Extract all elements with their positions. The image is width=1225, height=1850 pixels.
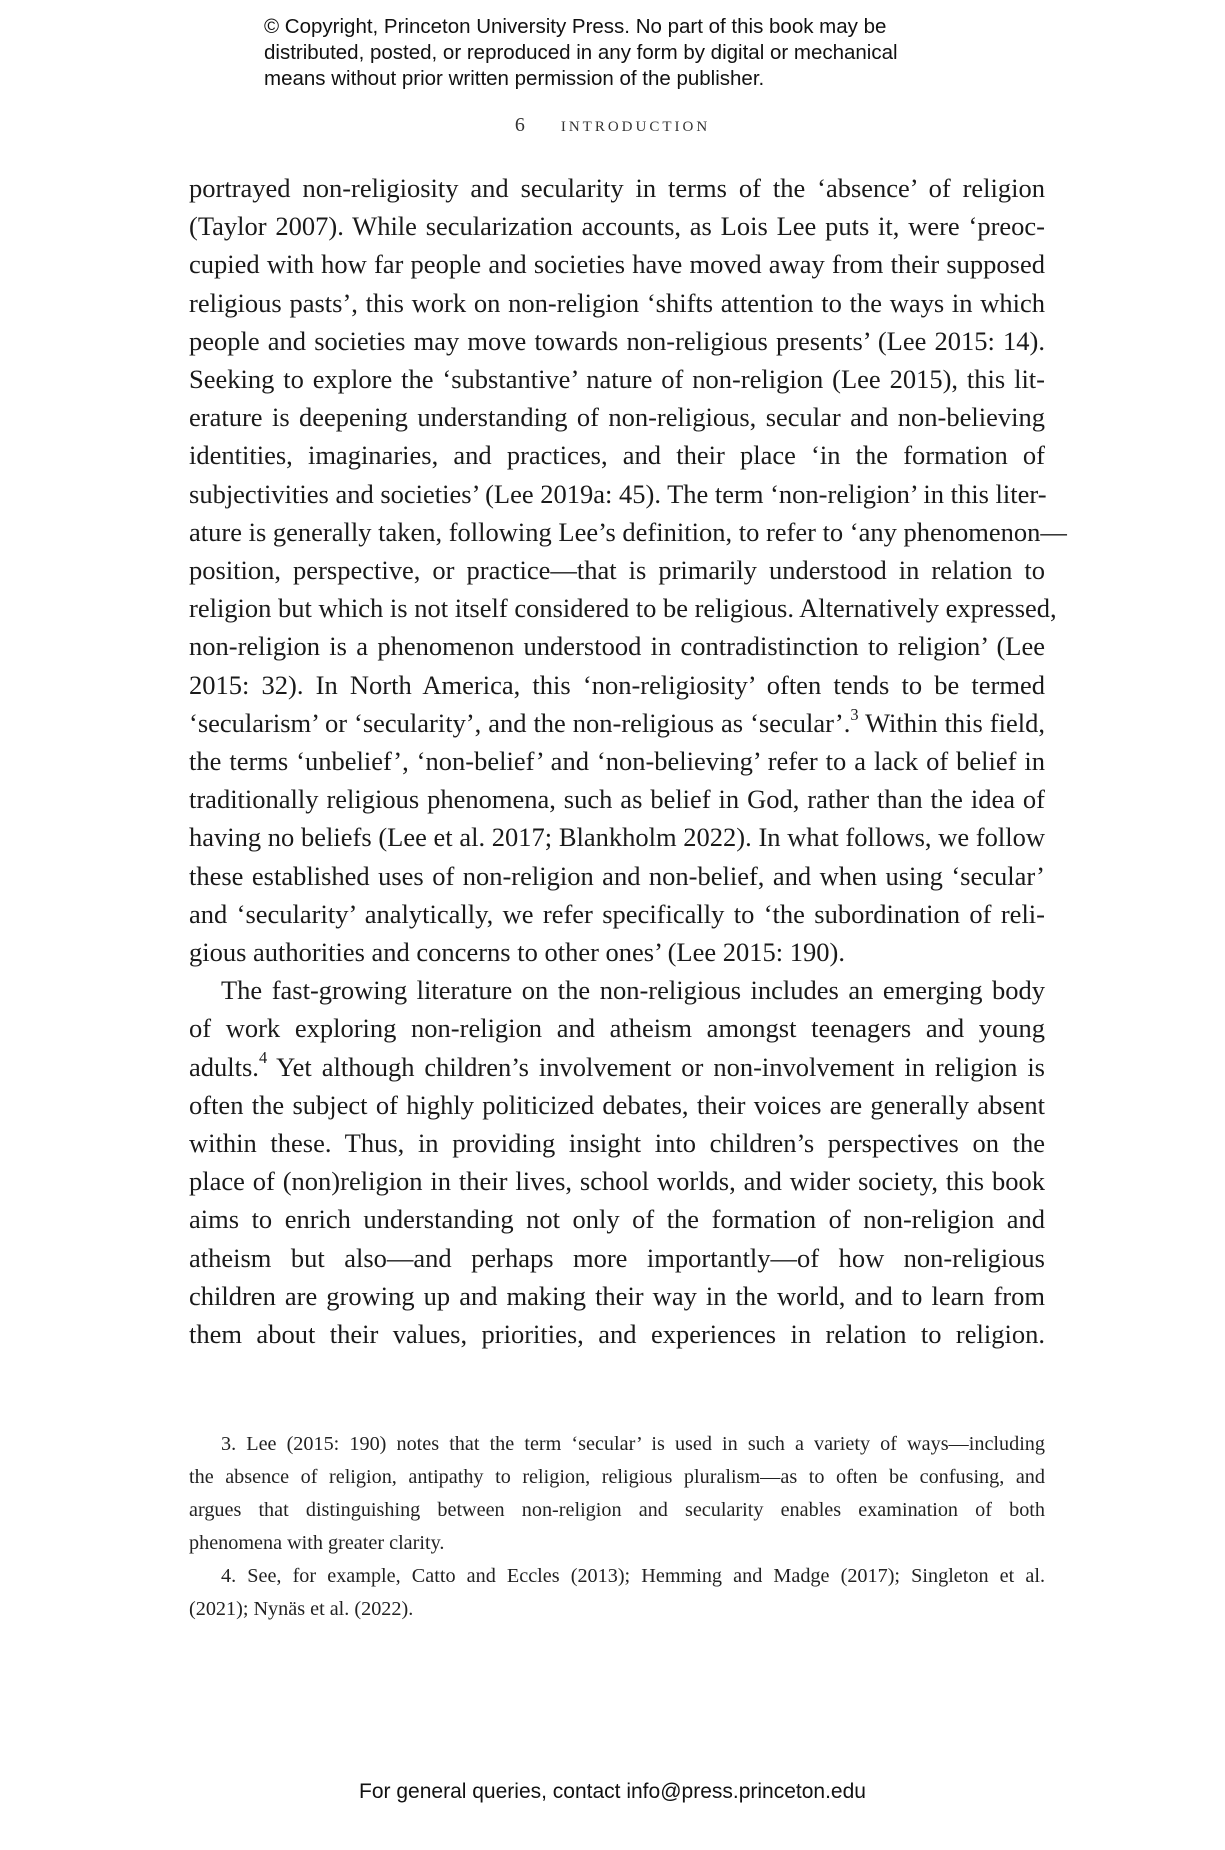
copyright-notice xyxy=(264,14,964,92)
footnote-ref-3[interactable]: 3 xyxy=(850,704,859,724)
page-number: 6 xyxy=(514,114,525,136)
copyright-line: distributed, posted, or reproduced in any form by digital or mechanical xyxy=(264,41,898,64)
text-line: erature is deepening understanding of non-religious, secular and non-believing xyxy=(189,402,1045,433)
text-line: atheism but also—and perhaps more importantly—of how non-religious xyxy=(189,1242,1045,1273)
footnote-line: (2021); Nynäs et al. (2022). xyxy=(189,1598,414,1620)
text-line: Seeking to explore the ‘substantive’ nature of non-religion (Lee 2015), this lit- xyxy=(189,364,1045,395)
footnote-4 xyxy=(189,1560,1045,1626)
text-line: The fast-growing literature on the non-religious includes an emerging body xyxy=(221,975,1045,1006)
chapter-title: introduction xyxy=(560,112,711,136)
footnote-line: phenomena with greater clarity. xyxy=(189,1532,445,1554)
footnote-line: argues that distinguishing between non-religion and secularity enables examination of both xyxy=(189,1499,1045,1521)
footnote-line: 4. See, for example, Catto and Eccles (2013); Hemming and Madge (2017); Singleton et al. xyxy=(221,1565,1045,1587)
text-line: within these. Thus, in providing insight into children’s perspectives on the xyxy=(189,1128,1045,1159)
text-line: them about their values, priorities, and experiences in relation to religion. xyxy=(189,1319,1045,1350)
text-line: subjectivities and societies’ (Lee 2019a: 45). The term ‘non-religion’ in this liter- xyxy=(189,478,1047,509)
footnotes xyxy=(189,1428,1045,1626)
text-line: position, perspective, or practice—that is primarily understood in relation to xyxy=(189,555,1045,586)
text-segment: Yet although children’s involvement or non-involvement in religion is xyxy=(267,1051,1045,1082)
text-line: people and societies may move towards non-religious presents’ (Lee 2015: 14). xyxy=(189,325,1045,356)
footnote-line: 3. Lee (2015: 190) notes that the term ‘secular’ is used in such a variety of ways—including xyxy=(221,1433,1045,1455)
text-line: traditionally religious phenomena, such as belief in God, rather than the idea of xyxy=(189,784,1045,815)
text-line xyxy=(189,1048,1045,1086)
text-segment: Within this field, xyxy=(858,707,1045,738)
footnote-line: the absence of religion, antipathy to religion, religious pluralism—as to often be confusing, and xyxy=(189,1466,1045,1488)
footnote-3 xyxy=(189,1428,1045,1560)
text-line: the terms ‘unbelief’, ‘non-belief’ and ‘non-believing’ refer to a lack of belief in xyxy=(189,746,1045,777)
contact-line: For general queries, contact info@press.princeton.edu xyxy=(359,1780,866,1803)
running-head xyxy=(0,112,1225,137)
text-line: (Taylor 2007). While secularization accounts, as Lois Lee puts it, were ‘preoc- xyxy=(189,211,1045,242)
copyright-line: © Copyright, Princeton University Press. No part of this book may be xyxy=(264,15,887,38)
copyright-line: means without prior written permission of the publisher. xyxy=(264,67,765,90)
text-line: and ‘secularity’ analytically, we refer specifically to ‘the subordination of reli- xyxy=(189,898,1045,929)
text-line: aims to enrich understanding not only of the formation of non-religion and xyxy=(189,1204,1045,1235)
text-line: place of (non)religion in their lives, school worlds, and wider society, this book xyxy=(189,1166,1045,1197)
text-line: non-religion is a phenomenon understood in contradistinction to religion’ (Lee xyxy=(189,631,1045,662)
text-line: having no beliefs (Lee et al. 2017; Blankholm 2022). In what follows, we follow xyxy=(189,822,1045,853)
footnote-ref-4[interactable]: 4 xyxy=(258,1048,268,1068)
paragraph-2 xyxy=(189,971,1045,1353)
text-line: ature is generally taken, following Lee’s definition, to refer to ‘any phenomenon— xyxy=(189,516,1067,547)
text-line: gious authorities and concerns to other ones’ (Lee 2015: 190). xyxy=(189,937,845,968)
text-line xyxy=(189,704,1045,742)
paragraph-1 xyxy=(189,169,1067,971)
body-text xyxy=(189,169,1067,1353)
text-line: religious pasts’, this work on non-religion ‘shifts attention to the ways in which xyxy=(189,287,1045,318)
text-line: cupied with how far people and societies have moved away from their supposed xyxy=(189,249,1045,280)
text-line: often the subject of highly politicized debates, their voices are generally absent xyxy=(189,1089,1045,1120)
text-line: identities, imaginaries, and practices, and their place ‘in the formation of xyxy=(189,440,1045,471)
text-segment: ‘secularism’ or ‘secularity’, and the non-religious as ‘secular’. xyxy=(189,707,851,738)
text-line: children are growing up and making their way in the world, and to learn from xyxy=(189,1280,1045,1311)
text-line: these established uses of non-religion and non-belief, and when using ‘secular’ xyxy=(189,860,1045,891)
text-line: 2015: 32). In North America, this ‘non-religiosity’ often tends to be termed xyxy=(189,669,1045,700)
text-line: religion but which is not itself considered to be religious. Alternatively expressed, xyxy=(189,593,1057,624)
text-segment: adults. xyxy=(189,1051,259,1082)
text-line: portrayed non-religiosity and secularity in terms of the ‘absence’ of religion xyxy=(189,173,1045,203)
text-line: of work exploring non-religion and atheism amongst teenagers and young xyxy=(189,1013,1045,1044)
